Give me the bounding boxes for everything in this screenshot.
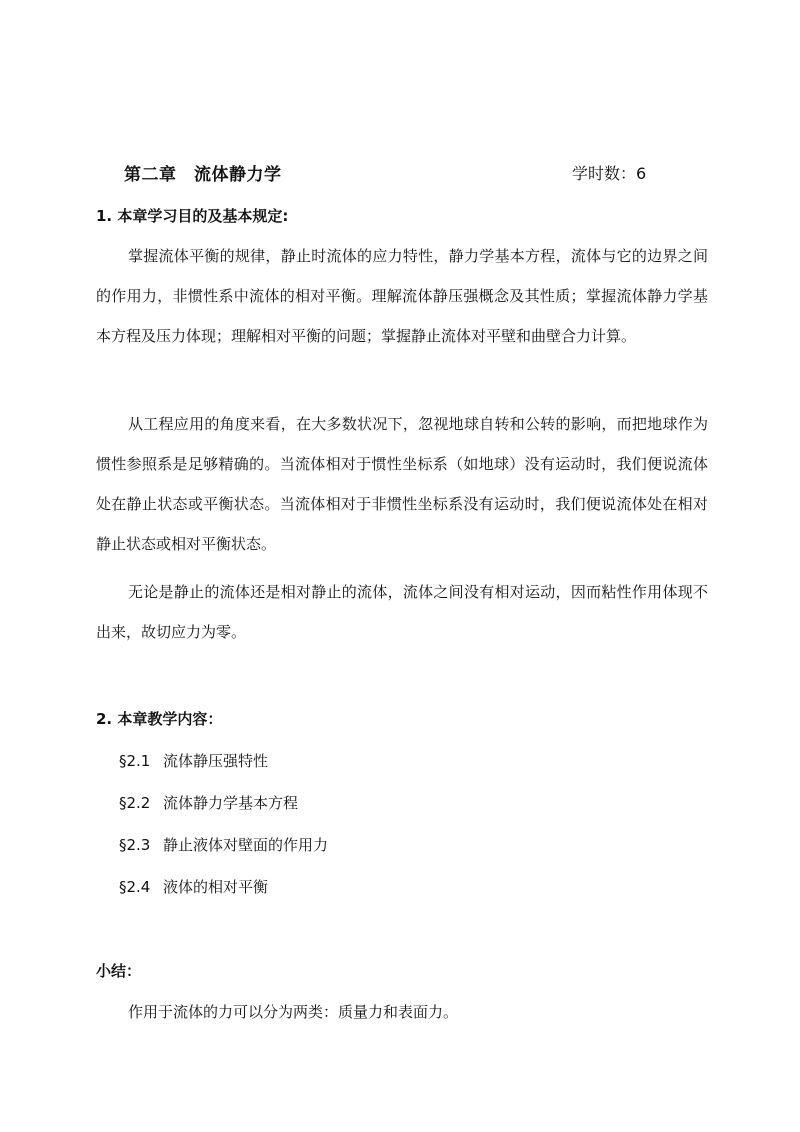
paragraph-objectives: 掌握流体平衡的规律，静止时流体的应力特性，静力学基本方程，流体与它的边界之间的作用力，非惯性系中流体的相对平衡。理解流体静压强概念及其性质；掌握流体静力学基本方程及压力体现；理解相对平衡的问题；掌握静止流体对平壁和曲壁合力计算。 xyxy=(96,247,708,345)
paragraph-inertial-frame: 从工程应用的角度来看，在大多数状况下，忽视地球自转和公转的影响，而把地球作为惯性参照系是足够精确的。当流体相对于惯性坐标系（如地球）没有运动时，我们便说流体处在静止状态或平衡状态。当流体相对于非惯性坐标系没有运动时，我们便说流体处在相对静止状态或相对平衡状态。 xyxy=(96,415,708,553)
section-1-heading: 1. 本章学习目的及基本规定: xyxy=(96,207,289,225)
toc-item-title: 流体静力学基本方程 xyxy=(163,794,299,812)
summary-text: 作用于流体的力可以分为两类：质量力和表面力。 xyxy=(128,1003,459,1021)
toc-item-title: 液体的相对平衡 xyxy=(163,878,269,896)
toc-item xyxy=(119,792,298,813)
toc-item-number: §2.4 xyxy=(119,878,151,896)
section-2-heading: 2. 本章教学内容： xyxy=(96,710,223,728)
toc-item xyxy=(119,876,268,897)
toc-item-number: §2.2 xyxy=(119,794,151,812)
toc-item-title: 静止液体对壁面的作用力 xyxy=(163,836,329,854)
toc-item xyxy=(119,750,268,771)
summary-heading: 小结： xyxy=(96,962,142,980)
chapter-title: 第二章 流体静力学 xyxy=(124,165,282,185)
toc-item-number: §2.3 xyxy=(119,836,151,854)
toc-item-number: §2.1 xyxy=(119,752,151,770)
toc-item-title: 流体静压强特性 xyxy=(163,752,269,770)
paragraph-shear-stress: 无论是静止的流体还是相对静止的流体，流体之间没有相对运动，因而粘性作用体现不出来，故切应力为零。 xyxy=(96,583,708,641)
class-hours: 学时数：6 xyxy=(572,164,647,183)
toc-item xyxy=(119,834,328,855)
